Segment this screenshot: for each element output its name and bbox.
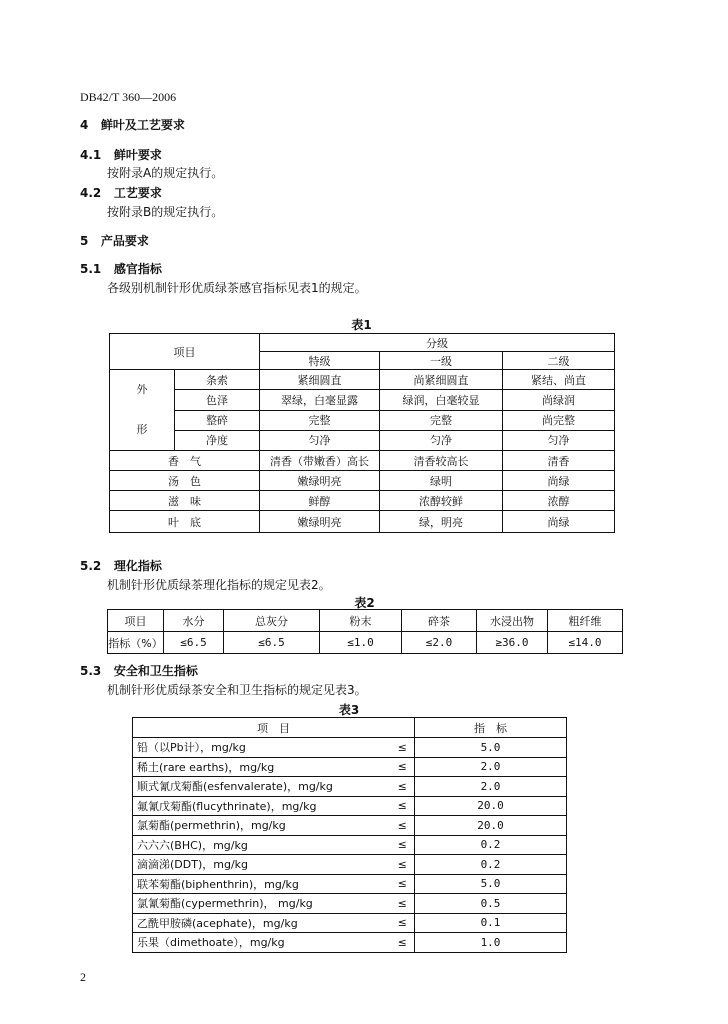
- table1-cell: 紧细圆直: [260, 370, 380, 390]
- table2-header-cell: 粗纤维: [548, 610, 623, 632]
- table3-op: ≤: [391, 913, 415, 933]
- table3-op: ≤: [391, 933, 415, 953]
- table1-cell: 浓醇: [503, 491, 615, 511]
- table2-cell: ≤14.0: [548, 632, 623, 654]
- table1-cell: 紧结、尚直: [503, 370, 615, 390]
- table1-grade-cell: 二级: [503, 352, 615, 370]
- section-title: 感官指标: [113, 262, 162, 276]
- table2-header-cell: 粉末: [320, 610, 402, 632]
- table3-op: ≤: [391, 816, 415, 836]
- table1-cell: 嫩绿明亮: [260, 471, 380, 491]
- table3-op: ≤: [391, 894, 415, 914]
- table3-value: 0.5: [415, 894, 567, 914]
- table1-cell: 翠绿，白毫显露: [260, 390, 380, 410]
- table1-cell: 匀净: [503, 430, 615, 450]
- section-number: 5.2: [80, 559, 102, 573]
- table3-op: ≤: [391, 874, 415, 894]
- table1-caption: 表1: [351, 318, 372, 332]
- table1-cell: 尚绿: [503, 511, 615, 533]
- table2-header-cell: 碎茶: [402, 610, 477, 632]
- section-title: 理化指标: [113, 559, 162, 573]
- group-char: 外: [136, 383, 148, 396]
- section-5-2-heading: [80, 557, 162, 574]
- table3-value: 5.0: [415, 738, 567, 758]
- table2-header-cell: 水浸出物: [477, 610, 548, 632]
- section-number: 4.1: [80, 148, 102, 162]
- table3-op: ≤: [391, 757, 415, 777]
- section-number: 5.3: [80, 664, 102, 678]
- table-row: [133, 777, 567, 797]
- table-row: [133, 757, 567, 777]
- table-row: [133, 835, 567, 855]
- table1-grade-cell: 一级: [380, 352, 503, 370]
- table2-row-label: 指标（%）: [108, 632, 164, 654]
- table-row: [133, 855, 567, 875]
- table3-item: 联苯菊酯(biphenthrin)，mg/kg: [133, 874, 391, 894]
- section-5-2-body: 机制针形优质绿茶理化指标的规定见表2。: [107, 578, 331, 592]
- table3-value: 20.0: [415, 816, 567, 836]
- table1-grade-header: 分级: [260, 334, 615, 352]
- table-row: [133, 933, 567, 953]
- table3-header-cell: 指 标: [415, 718, 567, 738]
- table2-header-cell: 总灰分: [224, 610, 320, 632]
- table1-cell: 尚完整: [503, 410, 615, 430]
- table-row: [133, 738, 567, 758]
- table2-cell: ≤6.5: [164, 632, 224, 654]
- table1-cell: 绿润，白毫较显: [380, 390, 503, 410]
- section-5-1-heading: [80, 260, 162, 277]
- section-4-1-body: 按附录A的规定执行。: [107, 166, 224, 180]
- table3-item: 氯菊酯(permethrin)，mg/kg: [133, 816, 391, 836]
- table3-caption: 表3: [338, 703, 360, 717]
- table3-op: ≤: [391, 855, 415, 875]
- table2: [107, 609, 623, 654]
- table1-appearance-group: [110, 370, 175, 451]
- section-title: 安全和卫生指标: [113, 664, 198, 678]
- table2-cell: ≤6.5: [224, 632, 320, 654]
- table-row: [133, 874, 567, 894]
- section-number: 5: [80, 234, 89, 248]
- table1-cell: 绿，明亮: [380, 511, 503, 533]
- table1-cell: 浓醇较鲜: [380, 491, 503, 511]
- table3-header-cell: 项 目: [133, 718, 415, 738]
- table2-cell: ≥36.0: [477, 632, 548, 654]
- table1-row-label: 滋 味: [110, 491, 260, 511]
- table1-row-label: 香 气: [110, 451, 260, 471]
- table2-caption: 表2: [354, 596, 375, 610]
- section-5-3-body: 机制针形优质绿茶安全和卫生指标的规定见表3。: [107, 683, 367, 697]
- table3-item: 乐果（dimethoate），mg/kg: [133, 933, 391, 953]
- table3-item: 顺式氰戊菊酯(esfenvalerate)，mg/kg: [133, 777, 391, 797]
- table1-row-label: 条索: [175, 370, 260, 390]
- table2-header-cell: 水分: [164, 610, 224, 632]
- table3-item: 稀土(rare earths)，mg/kg: [133, 757, 391, 777]
- table3-op: ≤: [391, 835, 415, 855]
- table-row: [133, 796, 567, 816]
- table3: [132, 717, 567, 953]
- table1-cell: 尚绿润: [503, 390, 615, 410]
- table3-value: 0.2: [415, 855, 567, 875]
- table3-value: 1.0: [415, 933, 567, 953]
- section-title: 工艺要求: [113, 186, 162, 200]
- table3-item: 氯氰菊酯(cypermethrin)， mg/kg: [133, 894, 391, 914]
- table1-cell: 嫩绿明亮: [260, 511, 380, 533]
- table1-grade-cell: 特级: [260, 352, 380, 370]
- table1-cell: 完整: [380, 410, 503, 430]
- table-row: [133, 894, 567, 914]
- section-4-2-body: 按附录B的规定执行。: [107, 205, 224, 219]
- section-number: 4: [80, 118, 89, 132]
- table3-op: ≤: [391, 738, 415, 758]
- table3-item: 六六六(BHC)，mg/kg: [133, 835, 391, 855]
- table3-item: 乙酰甲胺磷(acephate)，mg/kg: [133, 913, 391, 933]
- table3-op: ≤: [391, 777, 415, 797]
- section-5-1-body: 各级别机制针形优质绿茶感官指标见表1的规定。: [107, 281, 367, 295]
- table1: [109, 333, 615, 533]
- table1-cell: 完整: [260, 410, 380, 430]
- section-title: 鲜叶及工艺要求: [100, 118, 185, 132]
- table1-cell: 尚紧细圆直: [380, 370, 503, 390]
- table1-cell: 鲜醇: [260, 491, 380, 511]
- table1-cell: 清香较高长: [380, 451, 503, 471]
- section-number: 4.2: [80, 186, 102, 200]
- table1-row-label: 色泽: [175, 390, 260, 410]
- table1-row-label: 整碎: [175, 410, 260, 430]
- table1-cell: 清香: [503, 451, 615, 471]
- section-5-3-heading: [80, 662, 198, 679]
- table1-row-label: 叶 底: [110, 511, 260, 533]
- section-title: 产品要求: [100, 234, 149, 248]
- table1-item-header: 项目: [110, 334, 260, 370]
- section-5-heading: [80, 232, 149, 249]
- table3-body: [133, 738, 567, 953]
- table3-item: 铅（以Pb计），mg/kg: [133, 738, 391, 758]
- table3-value: 20.0: [415, 796, 567, 816]
- table3-value: 0.2: [415, 835, 567, 855]
- table1-cell: 匀净: [380, 430, 503, 450]
- table2-cell: ≤2.0: [402, 632, 477, 654]
- table1-cell: 清香（带嫩香）高长: [260, 451, 380, 471]
- table3-value: 2.0: [415, 777, 567, 797]
- group-char: 形: [136, 423, 148, 436]
- section-number: 5.1: [80, 262, 102, 276]
- table1-cell: 绿明: [380, 471, 503, 491]
- table3-item: 滴滴涕(DDT)，mg/kg: [133, 855, 391, 875]
- table1-row-label: 净度: [175, 430, 260, 450]
- section-4-heading: [80, 116, 185, 133]
- section-4-2-heading: [80, 184, 162, 201]
- table3-op: ≤: [391, 796, 415, 816]
- section-4-1-heading: [80, 146, 162, 163]
- table3-value: 5.0: [415, 874, 567, 894]
- table1-row-label: 汤 色: [110, 471, 260, 491]
- table3-value: 0.1: [415, 913, 567, 933]
- page-number: 2: [80, 970, 86, 984]
- table-row: [133, 816, 567, 836]
- section-title: 鲜叶要求: [113, 148, 162, 162]
- table1-cell: 尚绿: [503, 471, 615, 491]
- table3-item: 氟氰戊菊酯(flucythrinate)，mg/kg: [133, 796, 391, 816]
- table3-value: 2.0: [415, 757, 567, 777]
- table-row: [133, 913, 567, 933]
- doc-id: DB42/T 360—2006: [80, 90, 177, 104]
- table1-cell: 匀净: [260, 430, 380, 450]
- table2-cell: ≤1.0: [320, 632, 402, 654]
- table2-header-cell: 项目: [108, 610, 164, 632]
